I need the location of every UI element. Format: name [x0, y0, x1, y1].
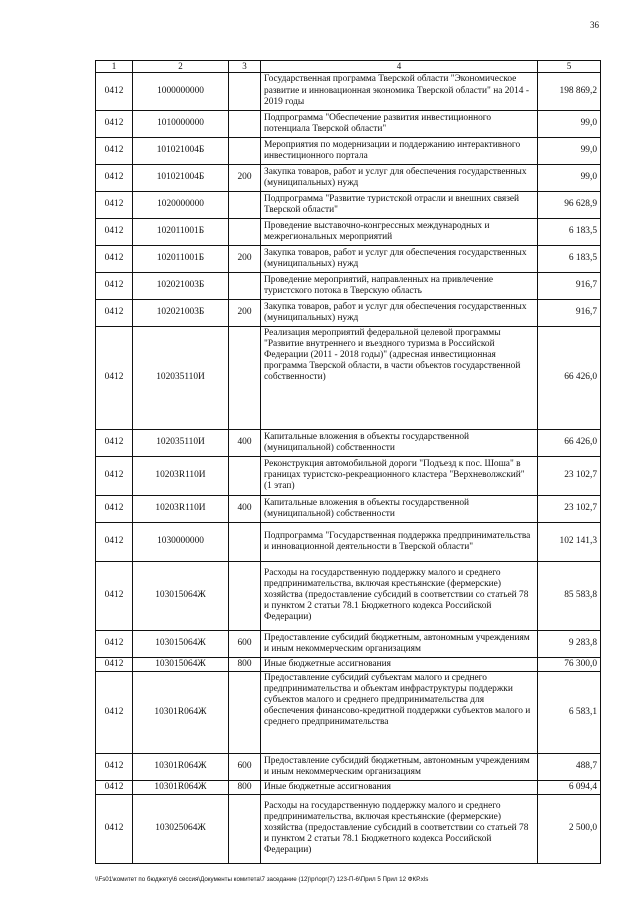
header-col-1: 1	[96, 61, 133, 73]
cell-expense-type	[229, 191, 261, 218]
cell-name: Предоставление субсидий бюджетным, автономным учреждениям и иным некоммерческим организациям	[261, 753, 538, 780]
cell-expense-type	[229, 794, 261, 863]
cell-target-code: 10203R110И	[133, 495, 229, 522]
cell-target-code: 102035110И	[133, 429, 229, 456]
header-col-4: 4	[261, 61, 538, 73]
table-row	[96, 137, 601, 164]
table-row	[96, 794, 601, 863]
cell-name: Подпрограмма "Обеспечение развития инвестиционного потенциала Тверской области"	[261, 110, 538, 137]
cell-section: 0412	[96, 671, 133, 753]
cell-name: Предоставление субсидий бюджетным, автономным учреждениям и иным некоммерческим организациям	[261, 630, 538, 657]
cell-name: Расходы на государственную поддержку малого и среднего предпринимательства, включая крестьянские (фермерские) хозяйства (предоставление субсидий в соответствии со статьей 78 и пунктом 2 статьи 78.1 Бюджетного кодекса Российской Федерации)	[261, 561, 538, 630]
table-row	[96, 164, 601, 191]
cell-expense-type: 200	[229, 164, 261, 191]
cell-target-code: 102011001Б	[133, 245, 229, 272]
cell-name: Подпрограмма "Развитие туристской отрасли и внешних связей Тверской области"	[261, 191, 538, 218]
cell-expense-type: 200	[229, 245, 261, 272]
cell-target-code: 10203R110И	[133, 456, 229, 495]
cell-amount: 99,0	[538, 137, 601, 164]
cell-target-code: 103015064Ж	[133, 561, 229, 630]
cell-target-code: 102021003Б	[133, 299, 229, 326]
cell-section: 0412	[96, 429, 133, 456]
cell-name: Государственная программа Тверской области "Экономическое развитие и инновационная экономика Тверской области" на 2014 - 2019 годы	[261, 72, 538, 110]
cell-expense-type	[229, 326, 261, 429]
cell-section: 0412	[96, 164, 133, 191]
cell-amount: 488,7	[538, 753, 601, 780]
cell-section: 0412	[96, 110, 133, 137]
cell-name: Капитальные вложения в объекты государственной (муниципальной) собственности	[261, 495, 538, 522]
cell-expense-type	[229, 671, 261, 753]
cell-amount: 23 102,7	[538, 456, 601, 495]
header-col-3: 3	[229, 61, 261, 73]
cell-expense-type	[229, 561, 261, 630]
cell-section: 0412	[96, 191, 133, 218]
table-row	[96, 495, 601, 522]
cell-section: 0412	[96, 561, 133, 630]
table-row	[96, 753, 601, 780]
cell-amount: 76 300,0	[538, 657, 601, 671]
table-row	[96, 110, 601, 137]
cell-expense-type: 200	[229, 299, 261, 326]
cell-name: Расходы на государственную поддержку малого и среднего предпринимательства, включая крестьянские (фермерские) хозяйства (предоставление субсидий в соответствии со статьей 78 и пунктом 2 статьи 78.1 Бюджетного кодекса Российской Федерации)	[261, 794, 538, 863]
cell-amount: 6 183,5	[538, 245, 601, 272]
cell-section: 0412	[96, 657, 133, 671]
cell-target-code: 102011001Б	[133, 218, 229, 245]
cell-target-code: 103015064Ж	[133, 630, 229, 657]
table-row	[96, 245, 601, 272]
cell-target-code: 1030000000	[133, 522, 229, 561]
cell-expense-type	[229, 272, 261, 299]
cell-expense-type: 600	[229, 630, 261, 657]
table-row	[96, 657, 601, 671]
cell-expense-type	[229, 456, 261, 495]
cell-expense-type: 800	[229, 780, 261, 794]
cell-target-code: 103015064Ж	[133, 657, 229, 671]
cell-section: 0412	[96, 495, 133, 522]
cell-amount: 916,7	[538, 299, 601, 326]
cell-name: Реализация мероприятий федеральной целевой программы "Развитие внутреннего и въездного туризма в Российской Федерации (2011 - 2018 годы)" (адресная инвестиционная программа Тверской области, в части объектов государственной собственности)	[261, 326, 538, 429]
cell-section: 0412	[96, 630, 133, 657]
cell-expense-type	[229, 218, 261, 245]
cell-amount: 96 628,9	[538, 191, 601, 218]
table-header	[96, 61, 601, 73]
cell-section: 0412	[96, 780, 133, 794]
table-row	[96, 561, 601, 630]
table-row	[96, 456, 601, 495]
cell-amount: 2 500,0	[538, 794, 601, 863]
cell-section: 0412	[96, 753, 133, 780]
cell-name: Закупка товаров, работ и услуг для обеспечения государственных (муниципальных) нужд	[261, 164, 538, 191]
cell-name: Подпрограмма "Государственная поддержка предпринимательства и инновационной деятельности в Тверской области"	[261, 522, 538, 561]
cell-amount: 198 869,2	[538, 72, 601, 110]
table-row	[96, 780, 601, 794]
cell-target-code: 102021003Б	[133, 272, 229, 299]
cell-target-code: 102035110И	[133, 326, 229, 429]
cell-expense-type: 800	[229, 657, 261, 671]
cell-expense-type: 400	[229, 495, 261, 522]
cell-target-code: 1000000000	[133, 72, 229, 110]
cell-amount: 6 583,1	[538, 671, 601, 753]
cell-section: 0412	[96, 326, 133, 429]
table-row	[96, 671, 601, 753]
cell-amount: 99,0	[538, 164, 601, 191]
cell-expense-type: 600	[229, 753, 261, 780]
cell-target-code: 1020000000	[133, 191, 229, 218]
cell-expense-type	[229, 110, 261, 137]
cell-name: Мероприятия по модернизации и поддержанию интерактивного инвестиционного портала	[261, 137, 538, 164]
cell-amount: 102 141,3	[538, 522, 601, 561]
cell-name: Иные бюджетные ассигнования	[261, 780, 538, 794]
header-col-2: 2	[133, 61, 229, 73]
cell-amount: 6 183,5	[538, 218, 601, 245]
page-number: 36	[590, 20, 599, 30]
cell-name: Закупка товаров, работ и услуг для обеспечения государственных (муниципальных) нужд	[261, 245, 538, 272]
cell-name: Реконструкция автомобильной дороги "Подъезд к пос. Шоша" в границах туристско-рекреационного кластера "Верхневолжский" (1 этап)	[261, 456, 538, 495]
table-row	[96, 522, 601, 561]
cell-section: 0412	[96, 299, 133, 326]
cell-target-code: 101021004Б	[133, 164, 229, 191]
cell-expense-type	[229, 522, 261, 561]
cell-section: 0412	[96, 137, 133, 164]
cell-expense-type	[229, 137, 261, 164]
table-row	[96, 326, 601, 429]
cell-section: 0412	[96, 456, 133, 495]
cell-amount: 916,7	[538, 272, 601, 299]
cell-amount: 99,0	[538, 110, 601, 137]
cell-name: Капитальные вложения в объекты государственной (муниципальной) собственности	[261, 429, 538, 456]
cell-amount: 23 102,7	[538, 495, 601, 522]
cell-section: 0412	[96, 218, 133, 245]
cell-target-code: 101021004Б	[133, 137, 229, 164]
cell-expense-type	[229, 72, 261, 110]
cell-name: Проведение выставочно-конгрессных международных и межрегиональных мероприятий	[261, 218, 538, 245]
cell-section: 0412	[96, 245, 133, 272]
cell-target-code: 103025064Ж	[133, 794, 229, 863]
cell-name: Предоставление субсидий субъектам малого и среднего предпринимательства и объектам инфраструктуры поддержки субъектов малого и среднего предпринимательства для обеспечения финансово-кредитной поддержки субъектов малого и среднего предпринимательства	[261, 671, 538, 753]
table-row	[96, 191, 601, 218]
cell-name: Проведение мероприятий, направленных на привлечение туристского потока в Тверскую область	[261, 272, 538, 299]
header-col-5: 5	[538, 61, 601, 73]
cell-target-code: 10301R064Ж	[133, 671, 229, 753]
table-row	[96, 429, 601, 456]
file-path-footer: \\Fs01\комитет по бюджету\6 сессия\Документы комитета\7 заседание (12)\pr\opr(7) 123-П-6\Прил 5 Прил 12 ФКР.xls	[95, 876, 429, 883]
header-row	[96, 61, 601, 73]
cell-amount: 85 583,8	[538, 561, 601, 630]
cell-target-code: 10301R064Ж	[133, 780, 229, 794]
cell-section: 0412	[96, 72, 133, 110]
cell-amount: 6 094,4	[538, 780, 601, 794]
cell-section: 0412	[96, 272, 133, 299]
cell-amount: 9 283,8	[538, 630, 601, 657]
cell-name: Иные бюджетные ассигнования	[261, 657, 538, 671]
cell-expense-type: 400	[229, 429, 261, 456]
budget-table	[95, 60, 601, 864]
cell-amount: 66 426,0	[538, 429, 601, 456]
cell-target-code: 1010000000	[133, 110, 229, 137]
table-body	[96, 72, 601, 863]
cell-section: 0412	[96, 794, 133, 863]
cell-name: Закупка товаров, работ и услуг для обеспечения государственных (муниципальных) нужд	[261, 299, 538, 326]
table-row	[96, 630, 601, 657]
cell-amount: 66 426,0	[538, 326, 601, 429]
table-row	[96, 272, 601, 299]
table-row	[96, 218, 601, 245]
table-row	[96, 299, 601, 326]
cell-section: 0412	[96, 522, 133, 561]
cell-target-code: 10301R064Ж	[133, 753, 229, 780]
table-row	[96, 72, 601, 110]
